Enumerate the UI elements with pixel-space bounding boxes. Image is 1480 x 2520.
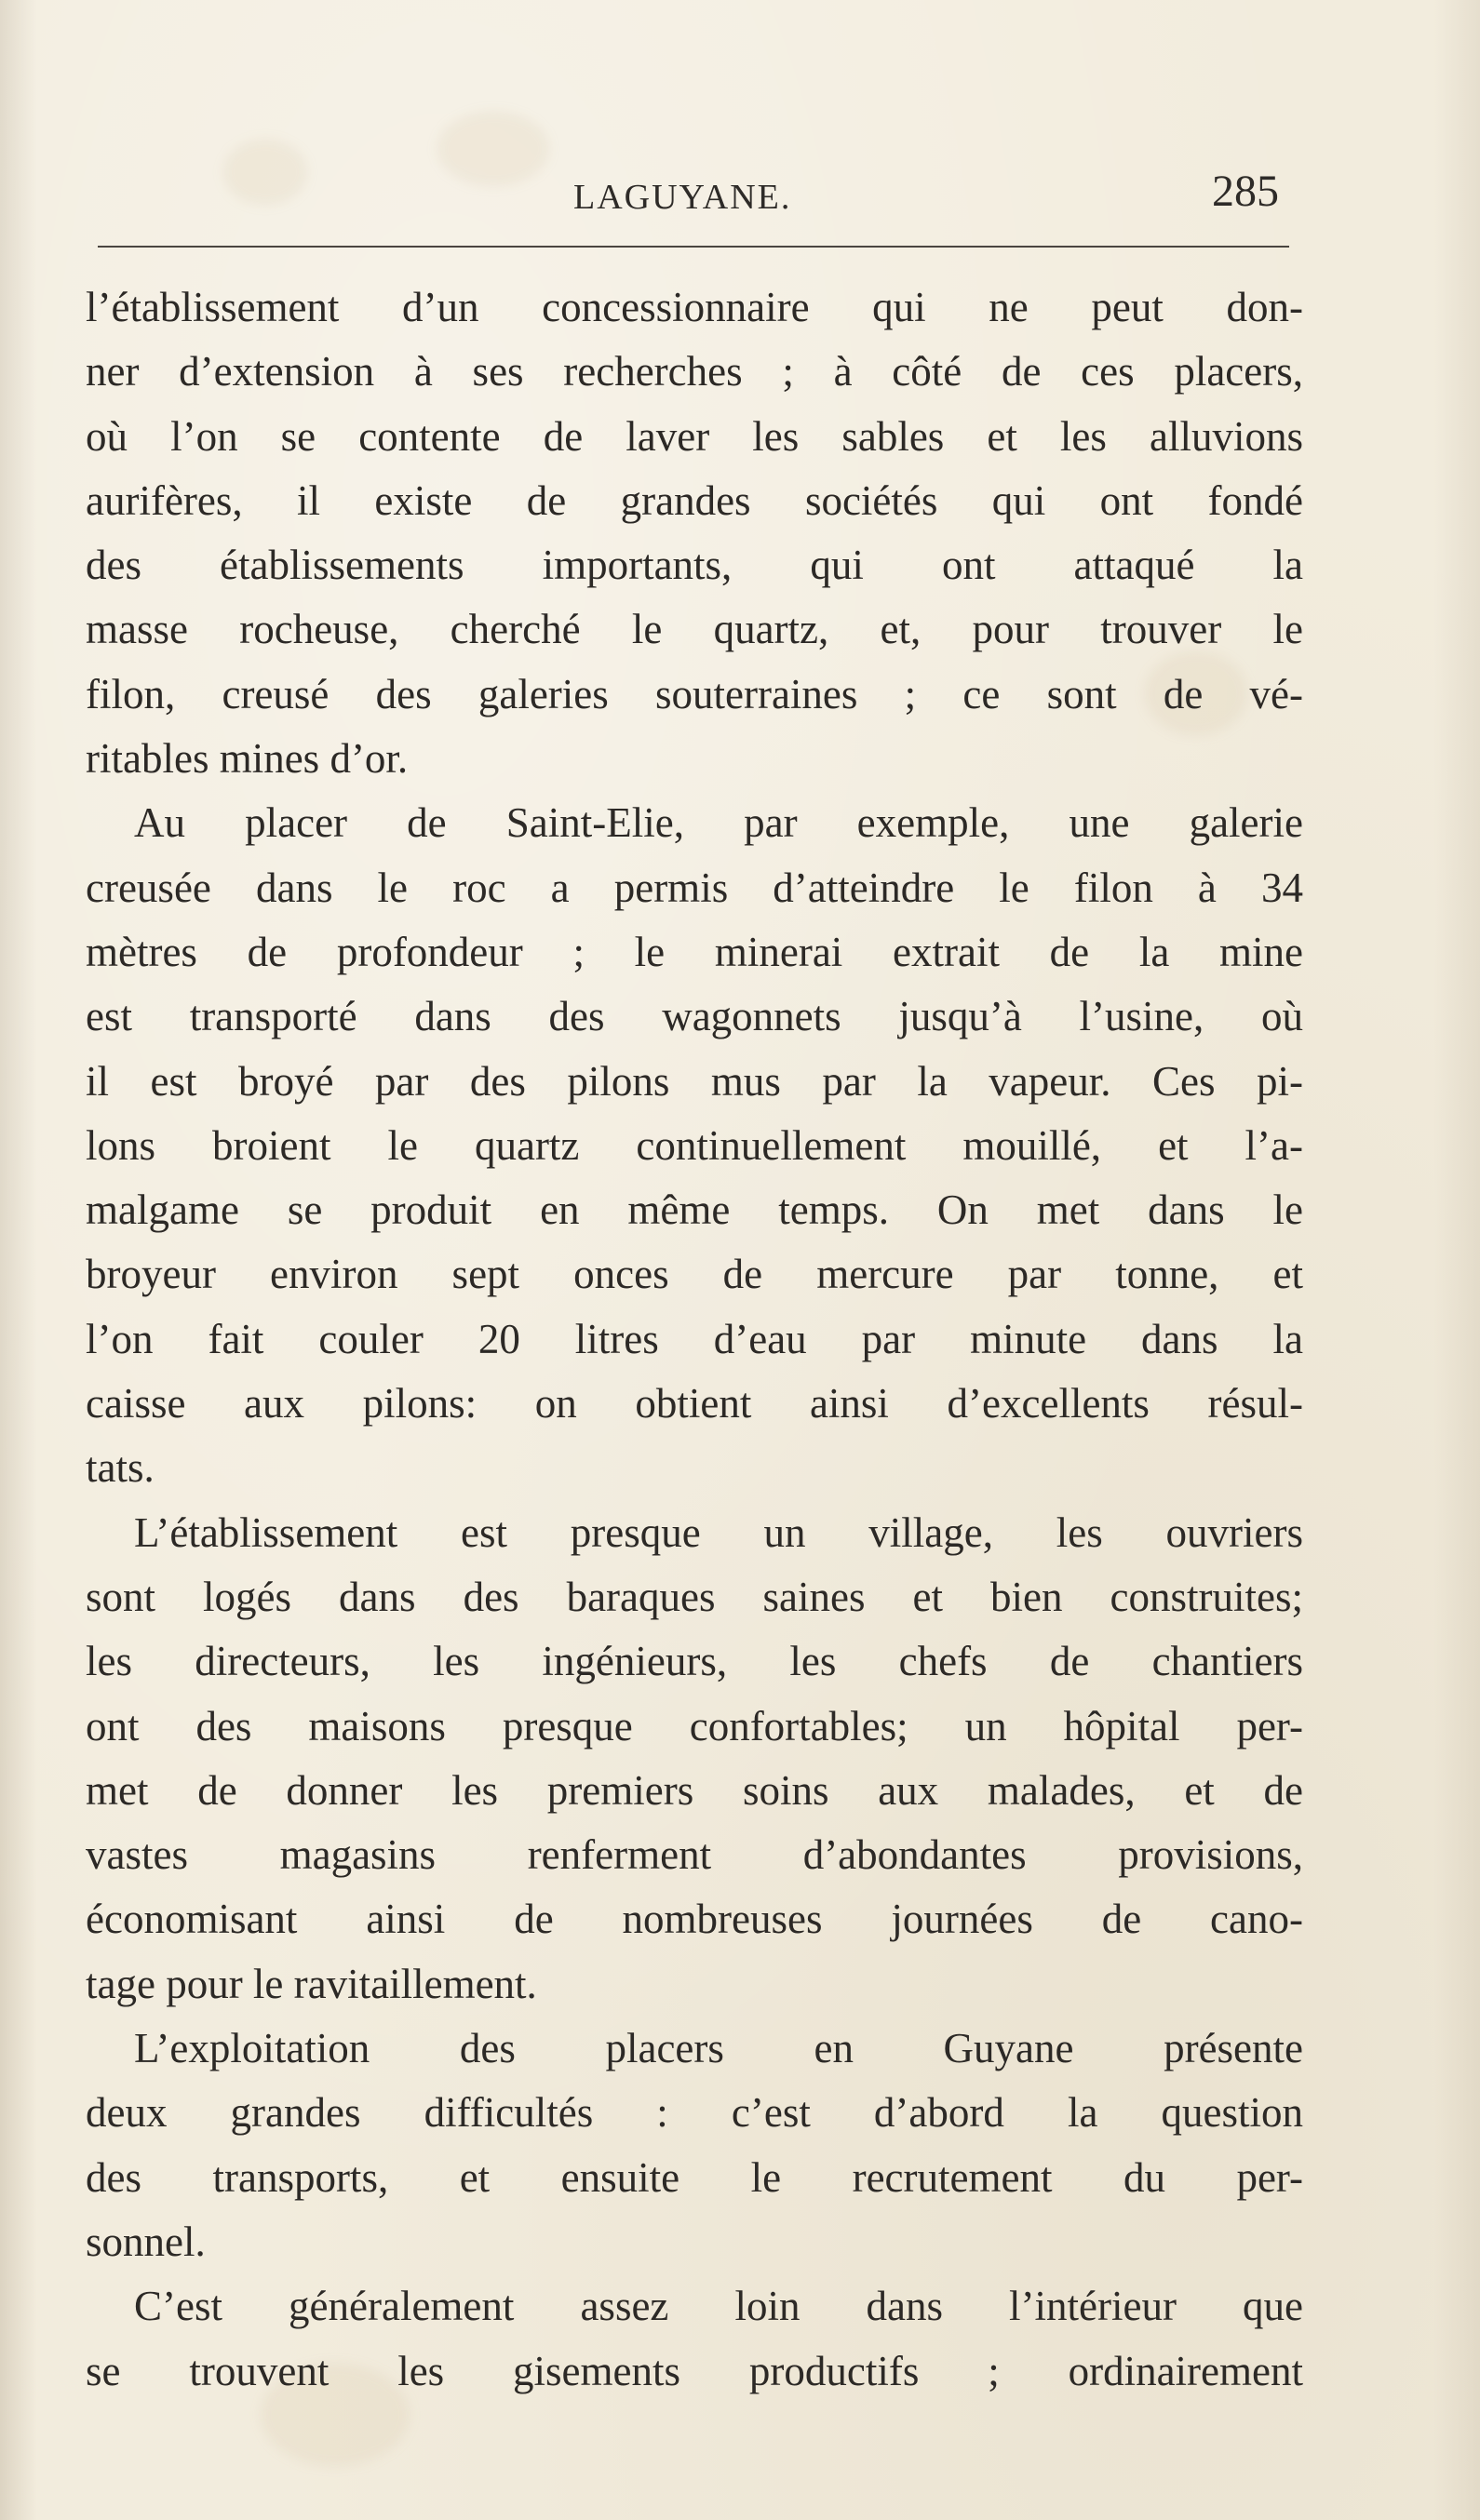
text-line: creusée dans le roc a permis d’atteindre le filon à 34 — [86, 864, 1303, 911]
text-line: vastes magasins renferment d’abondantes provisions, — [86, 1831, 1303, 1879]
running-head — [0, 166, 1480, 231]
page-number: 285 — [1212, 167, 1279, 216]
text-line: tats. — [86, 1444, 155, 1492]
running-title: LAGUYANE. — [573, 178, 792, 217]
text-line: économisant ainsi de nombreuses journées de cano- — [86, 1896, 1303, 1943]
text-line: il est broyé par des pilons mus par la vapeur. Ces pi- — [86, 1057, 1303, 1105]
text-line: malgame se produit en même temps. On met dans le — [86, 1186, 1303, 1234]
text-line: sont logés dans des baraques saines et bien construites; — [86, 1573, 1303, 1620]
text-line: ont des maisons presque confortables; un hôpital per- — [86, 1702, 1303, 1749]
paragraph-first-line: C’est généralement assez loin dans l’intérieur que — [134, 2283, 1303, 2330]
paragraph-first-line: Au placer de Saint-Elie, par exemple, une galerie — [134, 799, 1303, 847]
text-line: ritables mines d’or. — [86, 735, 409, 783]
text-line: lons broient le quartz continuellement mouillé, et l’a- — [86, 1121, 1303, 1169]
text-line: est transporté dans des wagonnets jusqu’à l’usine, où — [86, 993, 1303, 1040]
text-line: se trouvent les gisements productifs ; ordinairement — [86, 2347, 1303, 2394]
text-line: aurifères, il existe de grandes sociétés qui ont fondé — [86, 476, 1303, 524]
text-line: sonnel. — [86, 2218, 206, 2265]
text-line: tage pour le ravitaillement. — [86, 1960, 537, 2007]
text-line: filon, creusé des galeries souterraines ; ce sont de vé- — [86, 670, 1303, 717]
body-text — [86, 275, 1303, 2404]
text-line: les directeurs, les ingénieurs, les chefs de chantiers — [86, 1638, 1303, 1685]
text-line: masse rocheuse, cherché le quartz, et, pour trouver le — [86, 606, 1303, 653]
paragraph-first-line: L’établissement est presque un village, les ouvriers — [134, 1508, 1303, 1556]
paragraph-first-line: L’exploitation des placers en Guyane présente — [134, 2025, 1303, 2072]
text-line: ner d’extension à ses recherches ; à côté de ces placers, — [86, 348, 1303, 395]
header-rule — [98, 246, 1289, 248]
text-line: l’établissement d’un concessionnaire qui ne peut don- — [86, 284, 1303, 330]
text-line: l’on fait couler 20 litres d’eau par minute dans la — [86, 1315, 1303, 1362]
text-line: caisse aux pilons: on obtient ainsi d’excellents résul- — [86, 1380, 1303, 1428]
text-line: mètres de profondeur ; le minerai extrait de la mine — [86, 928, 1303, 975]
text-line: met de donner les premiers soins aux malades, et de — [86, 1766, 1303, 1814]
text-line: des transports, et ensuite le recrutement du per- — [86, 2153, 1303, 2201]
text-line: des établissements importants, qui ont attaqué la — [86, 542, 1303, 589]
text-line: broyeur environ sept onces de mercure par tonne, et — [86, 1251, 1303, 1298]
text-line: où l’on se contente de laver les sables et les alluvions — [86, 412, 1303, 460]
text-line: deux grandes difficultés : c’est d’abord la question — [86, 2089, 1303, 2137]
